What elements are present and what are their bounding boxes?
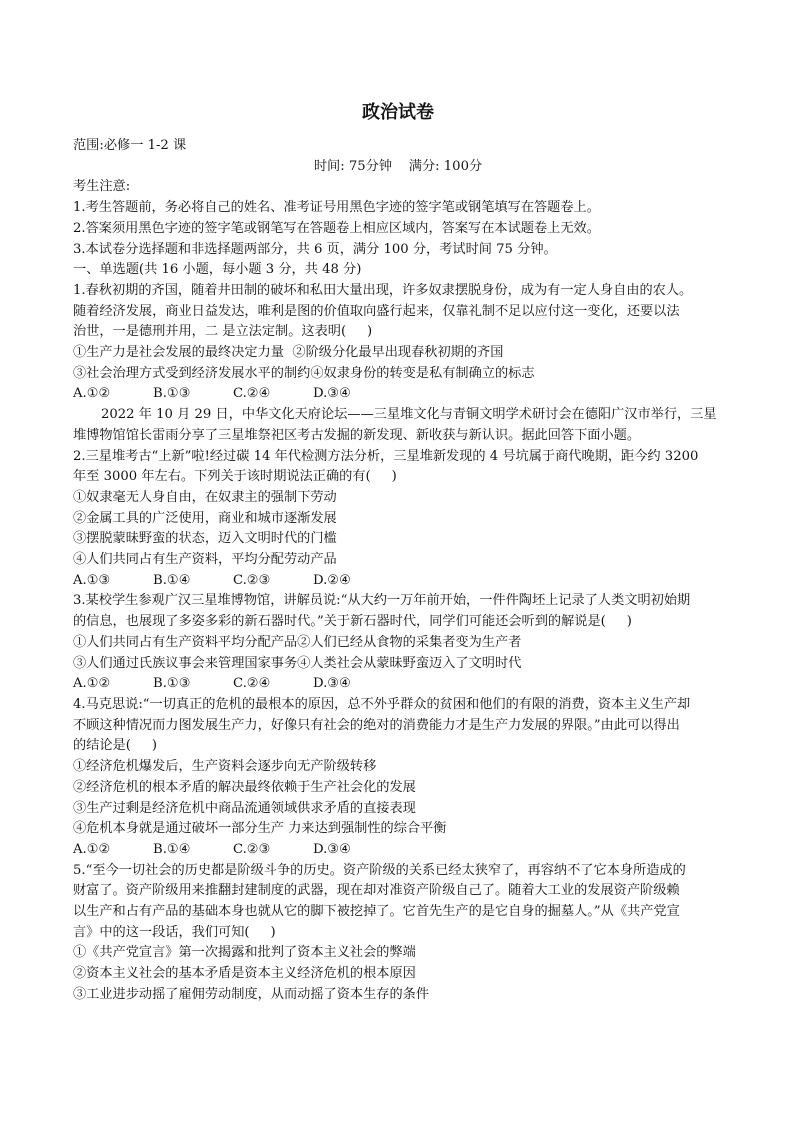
question-item: ③工业进步动摇了雇佣劳动制度，从而动摇了资本生存的条件 [73,986,430,1002]
question-item: ①经济危机爆发后，生产资料会逐步向无产阶级转移 [73,759,377,775]
question-stem: 3.某校学生参观广汉三星堆博物馆，讲解员说:“从大约一万年前开始，一件件陶坯上记录了人类文明初始期 [73,593,691,609]
question-stem: 4.马克思说:“一切真正的危机的最根本的原因，总不外乎群众的贫困和他们的有限的消费，资本主义生产却 [73,696,691,712]
question-item: ④危机本身就是通过破坏一部分生产 力来达到强制性的综合平衡 [73,821,447,837]
question-2 [73,447,723,592]
question-item: ①《共产党宣言》第一次揭露和批判了资本主义社会的弊端 [73,945,416,961]
time-score-text: 时间: 75分钟 满分: 100分 [313,158,483,174]
question-stem: 的结论是( ) [73,738,157,754]
answer-options [73,571,723,592]
answer-options [73,674,723,695]
question-item: ②经济危机的根本矛盾的解决最终依赖于生产社会化的发展 [73,779,416,795]
question-item: ③社会治理方式受到经济发展水平的制约④奴隶身份的转变是私有制确立的标志 [73,365,535,381]
answer-options [73,384,723,405]
option-a: A.①② [73,676,111,692]
option-d: D.②④ [313,572,351,588]
option-a: A.①③ [73,572,111,588]
notice-heading: 考生注意: [73,179,131,195]
question-4 [73,695,723,861]
option-b: B.①④ [153,572,191,588]
notice-item: 1.考生答题前，务必将自己的姓名、准考证号用黑色字迹的签字笔或钢笔填写在答题卷上。 [73,200,600,216]
option-d: D.③④ [313,841,351,857]
question-item: ①人们共同占有生产资料平均分配产品②人们已经从食物的采集者变为生产者 [73,634,522,650]
section-heading: 一、单选题(共 16 小题，每小题 3 分，共 48 分) [73,262,362,278]
question-item: ①生产力是社会发展的最终决定力量 ②阶级分化最早出现春秋初期的齐国 [73,345,504,361]
option-b: B.①④ [153,841,191,857]
option-a: A.①② [73,386,111,402]
option-c: C.②④ [233,386,271,402]
answer-options [73,840,723,861]
question-stem: 言》中的这一段话，我们可知( ) [73,924,276,940]
question-item: ②金属工具的广泛使用，商业和城市逐渐发展 [73,510,337,526]
option-b: B.①③ [153,386,191,402]
notice-item: 2.答案须用黑色字迹的签字笔或钢笔写在答题卷上相应区域内，答案写在本试题卷上无效。 [73,220,600,236]
reading-material [73,405,723,446]
material-text: 堆博物馆馆长雷雨分享了三星堆祭祀区考古发掘的新发现、新收获与新认识。据此回答下面小题。 [73,427,641,443]
question-stem: 年至 3000 年左右。下列关于该时期说法正确的有( ) [73,469,397,485]
question-item: ③生产过剩是经济危机中商品流通领域供求矛盾的直接表现 [73,800,416,816]
page-title: 政治试卷 [362,102,434,123]
question-item: ②资本主义社会的基本矛盾是资本主义经济危机的根本原因 [73,966,416,982]
question-item: ④人们共同占有生产资料，平均分配劳动产品 [73,552,337,568]
question-stem: 1.春秋初期的齐国，随着井田制的破坏和私田大量出现，许多奴隶摆脱身份，成为有一定人身自由的农人。 [73,282,693,298]
option-c: C.②③ [233,841,271,857]
question-stem: 5.“至今一切社会的历史都是阶级斗争的历史。资产阶级的关系已经太狭窄了，再容纳不了它本身所造成的 [73,862,686,878]
question-item: ③摆脱蒙昧野蛮的状态，迈入文明时代的门槛 [73,531,337,547]
question-stem: 以生产和占有产品的基础本身也就从它的脚下被挖掉了。它首先生产的是它自身的掘墓人。”从《共产党宣 [73,904,680,920]
option-b: B.①③ [153,676,191,692]
option-d: D.③④ [313,676,351,692]
option-a: A.①② [73,841,111,857]
question-item: ③人们通过氏族议事会来管理国家事务④人类社会从蒙昧野蛮迈入了文明时代 [73,655,522,671]
question-1 [73,281,723,405]
option-c: C.②④ [233,676,271,692]
question-stem: 随着经济发展，商业日益发达，唯利是图的价值取向盛行起来，仅靠礼制不足以应付这一变化，还要以法 [73,303,680,319]
question-stem: 不顾这种情况而力图发展生产力，好像只有社会的绝对的消费能力才是生产力发展的界限。”由此可以得出 [73,717,680,733]
material-text: 2022 年 10 月 29 日，中华文化天府论坛——三星堆文化与青铜文明学术研讨会在德阳广汉市举行，三星 [101,407,717,423]
question-item: ①奴隶毫无人身自由，在奴隶主的强制下劳动 [73,489,337,505]
exam-content [73,100,723,1006]
notice-item: 3.本试卷分选择题和非选择题两部分，共 6 页，满分 100 分，考试时间 75 分钟。 [73,241,557,257]
question-stem: 的信息，也展现了多姿多彩的新石器时代。”关于新石器时代，同学们可能还会听到的解说是( ) [73,614,632,630]
option-d: D.③④ [313,386,351,402]
question-stem: 2.三星堆考古“上新”啦!经过碳 14 年代检测方法分析，三星堆新发现的 4 号坑属于商代晚期，距今约 3200 [73,448,699,464]
question-5 [73,861,723,1006]
question-stem: 财富了。资产阶级用来推翻封建制度的武器，现在却对准资产阶级自己了。随着大工业的发展资产阶级赖 [73,883,680,899]
scope-text: 范围:必修一 1-2 课 [73,138,187,153]
question-3 [73,591,723,695]
option-c: C.②③ [233,572,271,588]
question-stem: 治世，一是德刑并用，二 是立法定制。这表明( ) [73,324,373,340]
